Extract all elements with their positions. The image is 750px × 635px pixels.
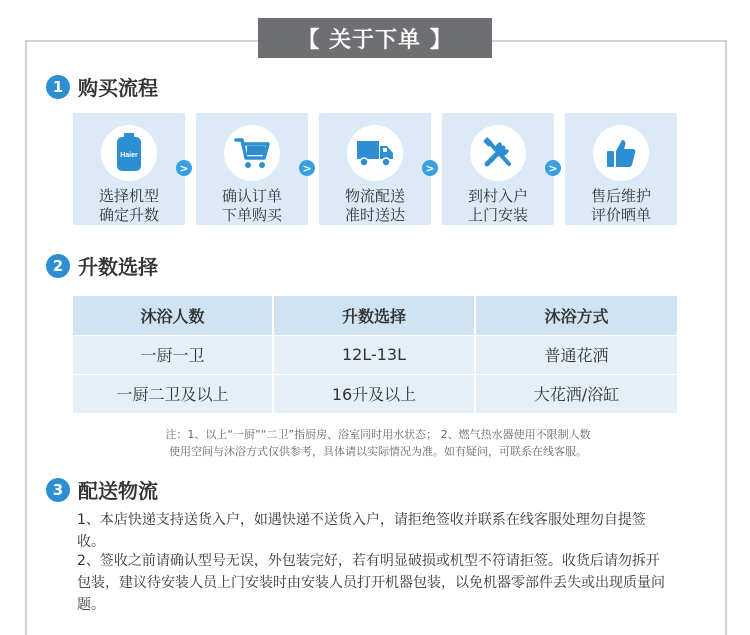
section-head-purchase [46,72,158,101]
step-line1: 售后维护 [590,187,651,205]
note-line: 使用空间与沐浴方式仅供参考，具体请以实际情况为准。如有疑问，可联系在线客服。 [169,445,587,458]
step-line1: 确认订单 [221,187,282,205]
step-card-after-sales [565,113,677,225]
table-cell: 一厨一卫 [73,335,273,374]
delivery-paragraph-2: 2、签收之前请确认型号无误，外包装完好，若有明显破损或机型不符请拒签。收货后请勿拆开包装，建议待安装人员上门安装时由安装人员打开机器包装，以免机器零部件丢失或出现质量问题。 [77,553,665,613]
table-header-cell: 沐浴人数 [73,296,273,335]
step-card-installation [442,113,554,225]
step-line2: 上门安装 [467,206,528,224]
table-header-cell: 沐浴方式 [475,296,677,335]
step-line1: 选择机型 [98,187,159,205]
section-number-badge: 1 [46,75,70,99]
step-line2: 准时送达 [344,206,405,224]
truck-icon [347,125,403,181]
step-line2: 下单购买 [221,206,282,224]
section-number-badge: 2 [46,254,70,278]
step-line1: 物流配送 [344,187,405,205]
tools-icon [470,125,526,181]
table-header-cell: 升数选择 [273,296,475,335]
step-card-confirm-order [196,113,308,225]
chevron-right-icon: > [176,160,192,176]
table-cell: 一厨二卫及以上 [73,374,273,413]
chevron-right-icon: > [299,160,315,176]
cart-icon [224,125,280,181]
chevron-right-icon: > [422,160,438,176]
step-card-select-model [73,113,185,225]
table-row [73,335,677,374]
delivery-paragraph-1: 1、本店快递支持送货入户，如遇快递不送货入户，请拒绝签收并联系在线客服处理勿自提签收。 [77,512,646,550]
table-cell: 大花洒/浴缸 [475,374,677,413]
note-line: 注：1、以上“一厨”“二卫”指厨房、浴室同时用水状态； 2、燃气热水器使用不限制人数 [165,428,591,441]
table-cell: 16升及以上 [273,374,475,413]
section-title: 配送物流 [78,479,158,503]
purchase-steps [73,113,678,225]
section-number-badge: 3 [46,478,70,502]
chevron-right-icon: > [545,160,561,176]
page-title-banner: 【 关于下单 】 [258,18,492,58]
step-card-logistics [319,113,431,225]
step-line2: 确定升数 [98,206,159,224]
step-line1: 到村入户 [467,187,528,205]
table-row [73,374,677,413]
capacity-table [73,296,677,413]
table-header-row [73,296,677,335]
table-cell: 普通花洒 [475,335,677,374]
table-cell: 12L-13L [273,335,475,374]
thumbs-up-icon [593,125,649,181]
section-head-capacity [46,251,158,280]
step-line2: 评价晒单 [590,206,651,224]
section-title: 购买流程 [78,76,158,100]
section-head-delivery [46,475,158,504]
brand-label: Haier [120,152,138,159]
table-note [88,426,668,460]
section-title: 升数选择 [78,255,158,279]
heater-icon [101,125,157,181]
